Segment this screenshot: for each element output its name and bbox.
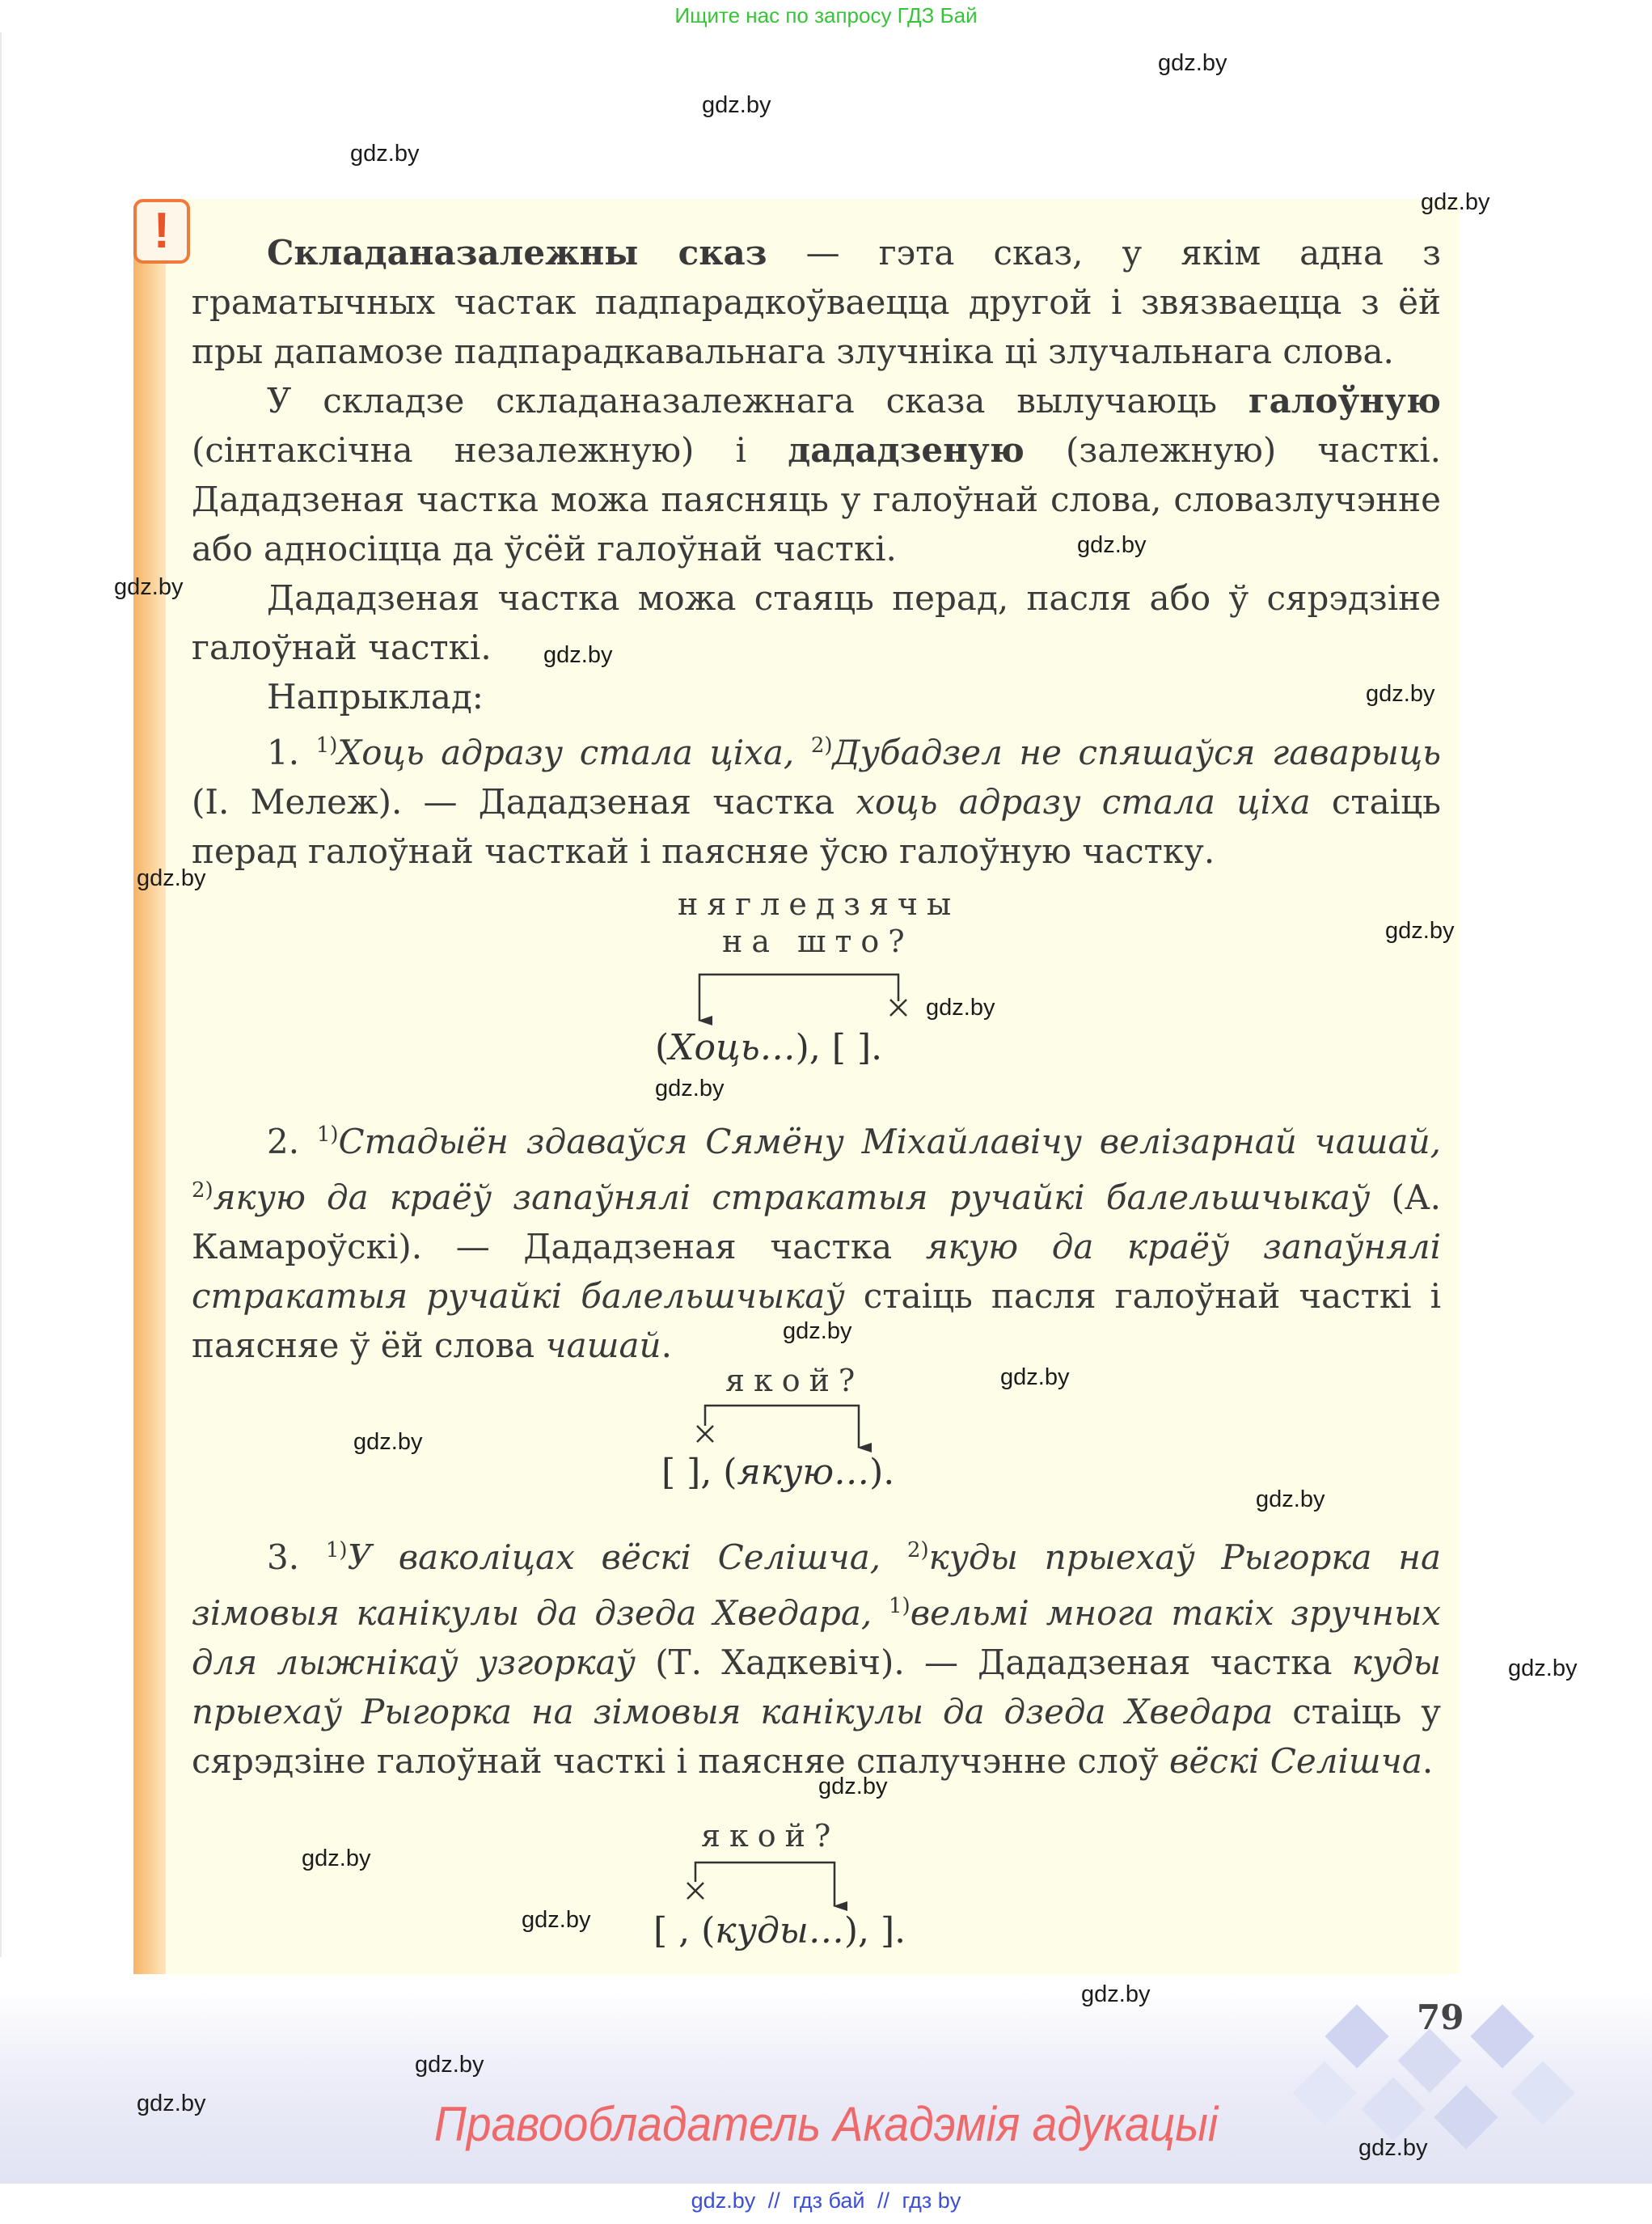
exclamation-icon: !	[133, 199, 190, 264]
watermark: gdz.by	[1158, 50, 1227, 76]
watermark: gdz.by	[302, 1846, 371, 1871]
watermark: gdz.by	[655, 1076, 725, 1101]
example-1: 1. $^{1)}$Хоць адразу стала ціха, $^{2)}$Дубадзел не спяшаўся гаварыць (І. Мележ). — Дададзеная частка хоць адразу стала ціха стаіць перад галоўнай часткай і паясняе ўсю галоўную частку.	[192, 733, 1441, 871]
diagram-3-formula: [ , (куды…), ].	[653, 1910, 906, 1951]
example-3: 3. $^{1)}$У ваколіцах вёскі Селішча, $^{2)}$куды прыехаў Рыгорка на зімовыя канікулы да дзеда Хведара, $^{1)}$вельмі многа такіх зручных для лыжнікаў узгоркаў (Т. Хадкевіч). — Дададзеная частка куды прыехаў Рыгорка на зімовыя канікулы да дзеда Хведара стаіць у сярэдзіне галоўнай часткі і паясняе спалучэнне слоў вёскі Селішча.	[192, 1537, 1442, 1781]
diagram-1-question-line1: нягледзячы	[678, 886, 961, 922]
watermark: gdz.by	[1000, 1364, 1070, 1390]
term-bold: Складаназалежны сказ	[267, 233, 767, 273]
watermark: gdz.by	[818, 1774, 888, 1799]
diagram-1-formula: (Хоць…), [ ].	[655, 1027, 883, 1068]
watermark: gdz.by	[350, 141, 420, 167]
watermark: gdz.by	[137, 2091, 206, 2116]
copyright-notice: Правообладатель Акадэмія адукацыі	[433, 2097, 1219, 2151]
diagram-1-arrow	[699, 975, 906, 1021]
diagram-2-arrow	[697, 1406, 859, 1448]
bottom-links	[0, 2188, 1652, 2213]
term-main: галоўную	[1248, 381, 1441, 421]
watermark: gdz.by	[1421, 189, 1490, 215]
watermark: gdz.by	[1385, 918, 1455, 944]
watermark: gdz.by	[1256, 1486, 1325, 1512]
watermark: gdz.by	[1081, 1981, 1151, 2007]
link-gdz-bai[interactable]: гдз бай	[792, 2188, 865, 2213]
link-gdz-by-2[interactable]: гдз by	[902, 2188, 961, 2213]
term-subordinate: дададзеную	[788, 430, 1025, 470]
diagram-2-formula: [ ], (якую…).	[661, 1452, 895, 1493]
link-separator: //	[877, 2188, 890, 2213]
link-separator: //	[767, 2188, 780, 2213]
watermark: gdz.by	[137, 865, 206, 891]
watermark: gdz.by	[1366, 681, 1435, 707]
watermark: gdz.by	[114, 574, 184, 600]
watermark: gdz.by	[926, 995, 995, 1021]
top-banner[interactable]: Ищите нас по запросу ГДЗ Бай	[674, 3, 978, 27]
watermark: gdz.by	[783, 1318, 852, 1344]
link-gdz-by[interactable]: gdz.by	[691, 2188, 756, 2213]
watermark: gdz.by	[1508, 1655, 1578, 1681]
watermark: gdz.by	[415, 2052, 484, 2078]
example-2: 2. $^{1)}$Стадыён здаваўся Сямёну Міхайлавічу велізарнай чашай, $^{2)}$якую да краёў запаўнялі стракатыя ручайкі балельшчыкаў (А. Камароўскі). — Дададзеная частка якую да краёў запаўнялі стракатыя ручайкі балельшчыкаў стаіць пасля галоўнай часткі і паясняе ў ёй слова чашай.	[192, 1122, 1442, 1365]
diagram-3-question: якой?	[701, 1818, 840, 1854]
watermark: gdz.by	[1077, 532, 1147, 558]
diagram-1-question-line2: на што?	[722, 924, 914, 959]
page-number: 79	[1417, 1998, 1464, 2037]
rule-paragraph-position: Дададзеная частка можа стаяць перад, пасля або ў сярэдзіне галоўнай часткі.	[192, 578, 1441, 667]
watermark: gdz.by	[702, 92, 771, 118]
rule-paragraph-example-intro: Напрыклад:	[267, 677, 484, 717]
diagram-2-question: якой?	[725, 1363, 864, 1398]
watermark: gdz.by	[543, 642, 613, 668]
watermark: gdz.by	[522, 1907, 591, 1933]
watermark: gdz.by	[1358, 2135, 1428, 2161]
rule-paragraph-parts: У складзе складаназалежнага сказа вылучаюць галоўную (сінтаксічна незалежную) і дададзеную (залежную) часткі. Дададзеная частка можа паясняць у галоўнай слова, словазлучэнне або адносіцца да ўсёй галоўнай часткі.	[192, 381, 1441, 569]
definition-text: — гэта сказ, у якім адна з граматычных частак падпарадкоўваецца другой і звязваецца з ёй пры дапамозе падпарадкавальнага злучніка ці злучальнага слова.	[192, 233, 1441, 371]
watermark: gdz.by	[353, 1429, 423, 1455]
diagram-3-arrow	[687, 1862, 834, 1906]
